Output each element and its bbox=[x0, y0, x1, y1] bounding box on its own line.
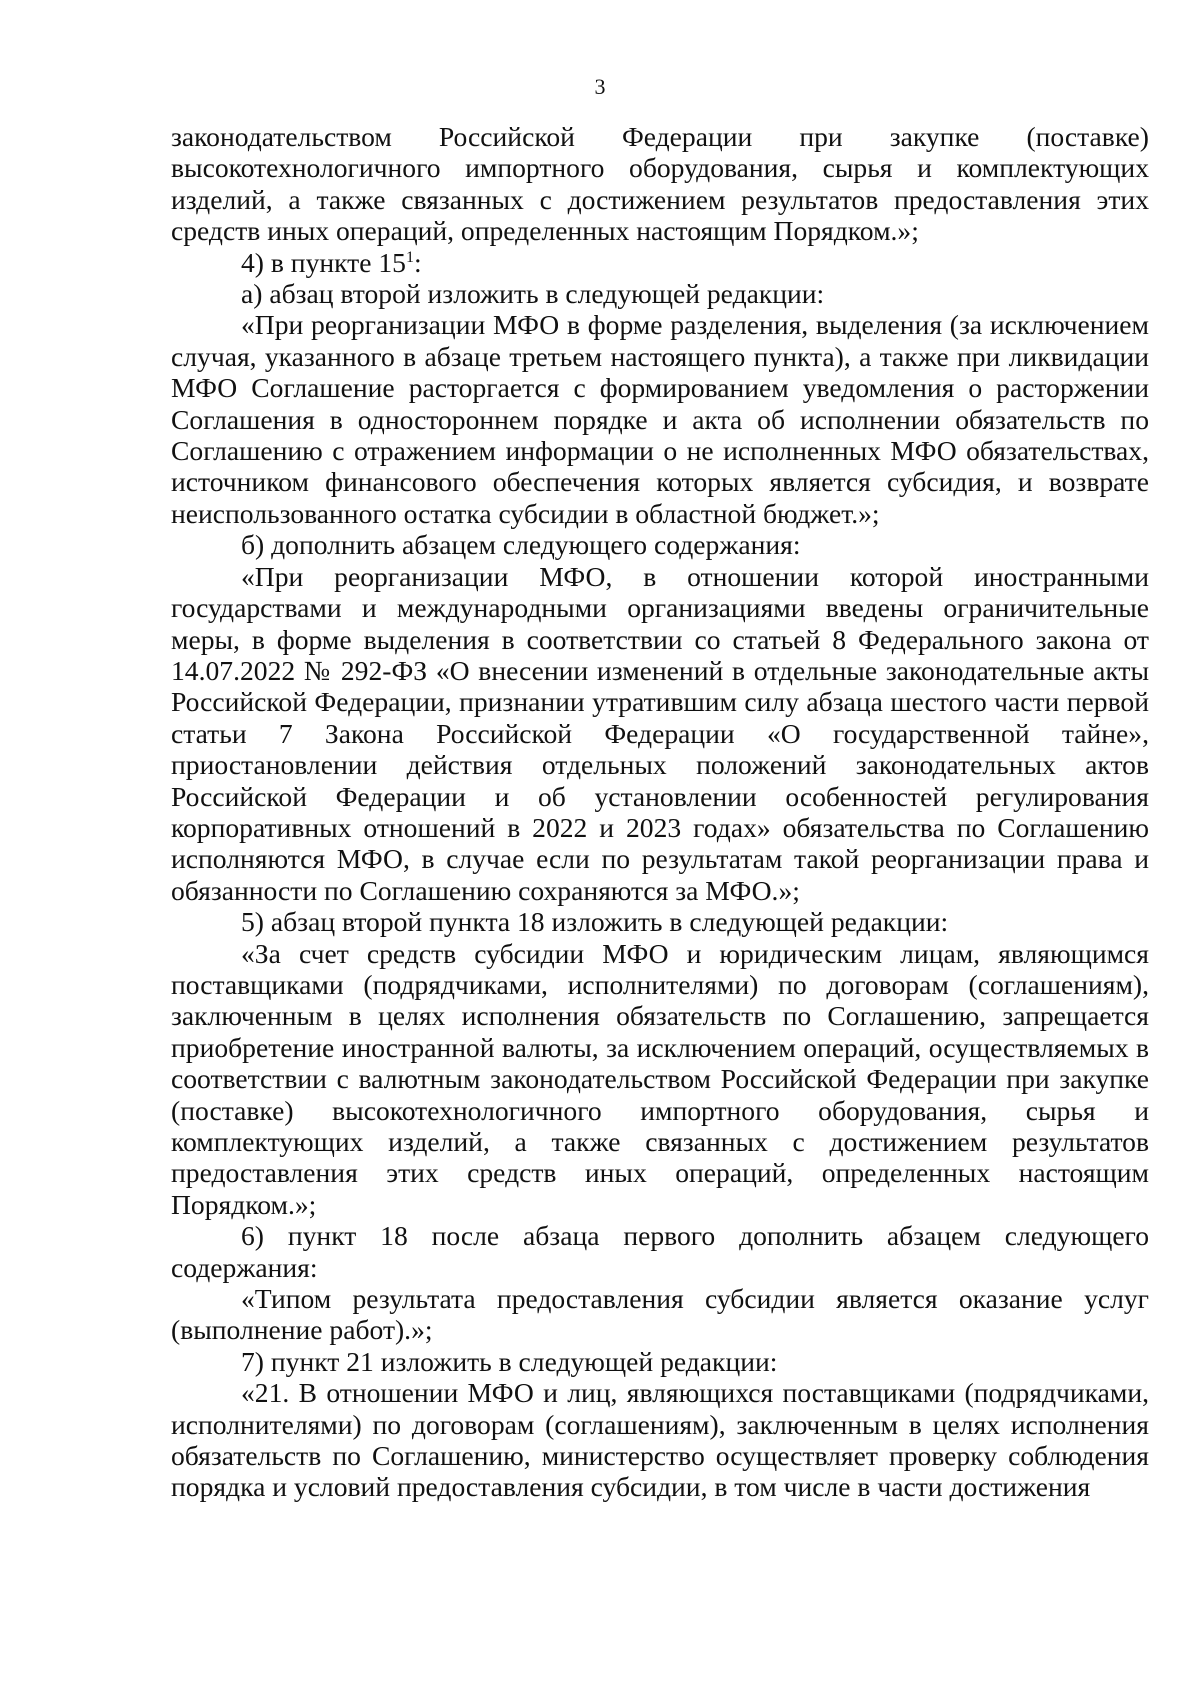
paragraph-item-4-colon: : bbox=[413, 246, 422, 278]
superscript-number: 1 bbox=[405, 248, 414, 266]
paragraph-quote-item-21: «21. В отношении МФО и лиц, являющихся поставщиками (подрядчиками, исполнителями) по договорам (соглашениям), заключенным в целях исполнения обязательств по Соглашению, министерство осуществляет проверку соблюдения порядка и условий предоставления субсидии, в том числе в части достижения bbox=[171, 1377, 1149, 1503]
paragraph-subitem-a: а) абзац второй изложить в следующей редакции: bbox=[241, 278, 825, 310]
paragraph-item-4 bbox=[171, 247, 1149, 278]
paragraph-item-4-text: 4) в пункте 15 bbox=[241, 246, 406, 278]
paragraph-item-5: 5) абзац второй пункта 18 изложить в следующей редакции: bbox=[241, 906, 949, 938]
page-number: 3 bbox=[594, 74, 606, 99]
paragraph-quote-result-type: «Типом результата предоставления субсидии является оказание услуг (выполнение работ).»; bbox=[171, 1283, 1149, 1346]
paragraph-item-6: 6) пункт 18 после абзаца первого дополнить абзацем следующего содержания: bbox=[171, 1220, 1149, 1283]
paragraph-quote-currency: «За счет средств субсидии МФО и юридическим лицам, являющимся поставщиками (подрядчиками, исполнителями) по договорам (соглашениям), заключенным в целях исполнения обязательств по Соглашению, запрещается приобретение иностранной валюты, за исключением операций, осуществляемых в соответствии с валютным законодательством Российской Федерации при закупке (поставке) высокотехнологичного импортного оборудования, сырья и комплектующих изделий, а также связанных с достижением результатов предоставления этих средств иных операций, определенных настоящим Порядком.»; bbox=[171, 937, 1149, 1220]
paragraph-item-7: 7) пункт 21 изложить в следующей редакции: bbox=[241, 1345, 778, 1377]
paragraph-quote-sanctions: «При реорганизации МФО, в отношении которой иностранными государствами и международными организациями введены ограничительные меры, в форме выделения в соответствии со статьей 8 Федерального закона от 14.07.2022 № 292-ФЗ «О внесении изменений в отдельные законодательные акты Российской Федерации, признании утратившим силу абзаца шестого части первой статьи 7 Закона Российской Федерации «О государственной тайне», приостановлении действия отдельных положений законодательных актов Российской Федерации и об установлении особенностей регулирования корпоративных отношений в 2022 и 2023 годах» обязательства по Соглашению исполняются МФО, в случае если по результатам такой реорганизации права и обязанности по Соглашению сохраняются за МФО.»; bbox=[171, 560, 1149, 906]
document-body bbox=[171, 121, 1149, 1503]
paragraph-continuation: законодательством Российской Федерации при закупке (поставке) высокотехнологичного импортного оборудования, сырья и комплектующих изделий, а также связанных с достижением результатов предоставления этих средств иных операций, определенных настоящим Порядком.»; bbox=[171, 121, 1149, 247]
paragraph-quote-reorganization: «При реорганизации МФО в форме разделения, выделения (за исключением случая, указанного в абзаце третьем настоящего пункта), а также при ликвидации МФО Соглашение расторгается с формированием уведомления о расторжении Соглашения в одностороннем порядке и акта об исполнении обязательств по Соглашению с отражением информации о не исполненных МФО обязательствах, источником финансового обеспечения которых является субсидия, и возврате неиспользованного остатка субсидии в областной бюджет.»; bbox=[171, 309, 1149, 529]
paragraph-subitem-b: б) дополнить абзацем следующего содержания: bbox=[241, 529, 801, 561]
